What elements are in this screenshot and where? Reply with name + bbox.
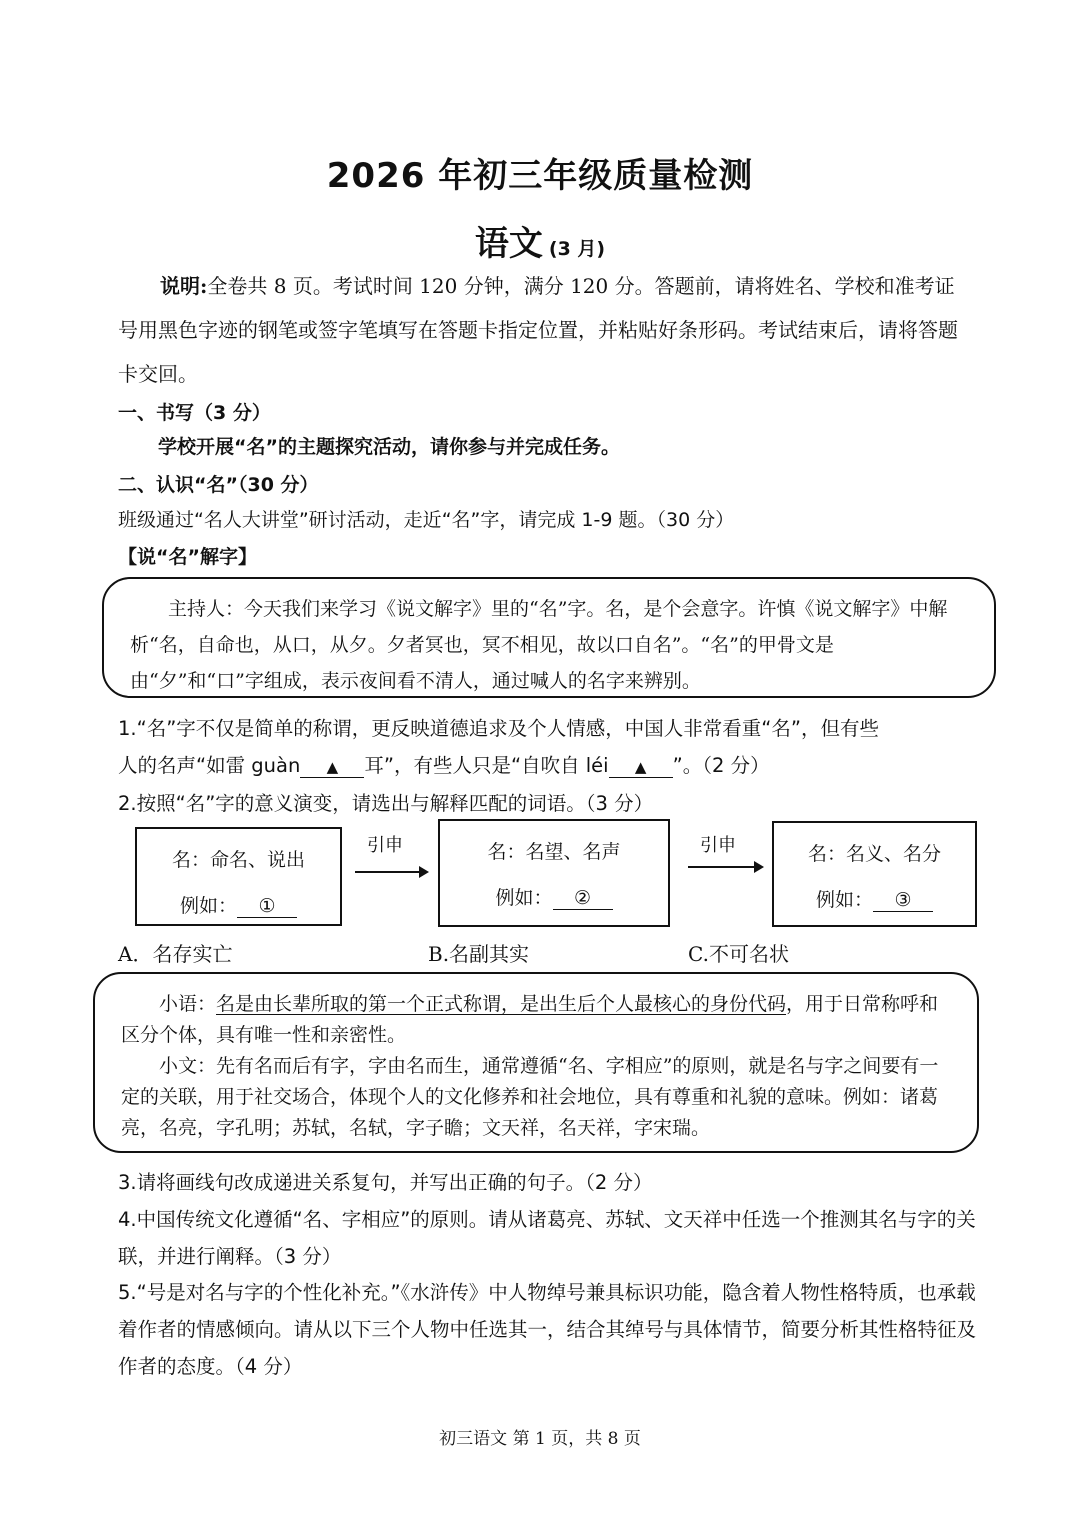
section2-intro: 班级通过“名人大讲堂”研讨活动，走近“名”字，请完成 1-9 题。（30 分） — [118, 509, 735, 531]
answer-slot-3[interactable]: ③ — [873, 889, 933, 912]
subject-title — [0, 216, 1080, 265]
answer-slot-2[interactable]: ② — [553, 887, 613, 910]
meaning-3: 名：名义、名分 — [807, 843, 941, 865]
example-3: 例如： ③ — [774, 885, 975, 912]
option-a[interactable]: A．名存实亡 — [118, 942, 233, 966]
host-text: 主持人：今天我们来学习《说文解字》里的“名”字。名，是个会意字。许慎《说文解字》中解析“名，自命也，从口，从夕。夕者冥也，冥不相见，故以口自名”。“名”的甲骨文是由“夕”和“口”字组成，表示夜间看不清人，通过喊人的名字来辨别。 — [130, 598, 948, 692]
option-b[interactable]: B.名副其实 — [428, 942, 530, 966]
answer-slot-1[interactable]: ① — [237, 895, 297, 918]
question-5: 5.“号是对名与字的个性化补充。”《水浒传》中人物绰号兼具标识功能，隐含着人物性格特质，也承载着作者的情感倾向。请从以下三个人物中任选其一，结合其绰号与具体情节，简要分析其性格特征及作者的态度。（4 分） — [118, 1281, 977, 1378]
q1-line2: 人的名声“如雷 guàn ▲ 耳”，有些人只是“自吹自 léi ▲ ”。（2 分） — [118, 754, 770, 777]
q1-line1: 1.“名”字不仅是简单的称谓，更反映道德追求及个人情感，中国人非常看重“名”，但有些 — [118, 717, 880, 740]
underlined-sentence: 名是由长辈所取的第一个正式称谓，是出生后个人最核心的身份代码 — [216, 993, 787, 1015]
q1-blank-2[interactable]: ▲ — [609, 756, 673, 778]
subject-month: (3 月) — [548, 238, 606, 260]
instructions — [118, 264, 973, 396]
meaning-box-2 — [438, 819, 670, 927]
xiaoyu-text: 小语：名是由长辈所取的第一个正式称谓，是出生后个人最核心的身份代码，用于日常称呼和区分个体，具有唯一性和亲密性。 — [121, 993, 939, 1046]
section2-heading: 二、认识“名”（30 分） — [118, 474, 319, 496]
section1-text: 学校开展“名”的主题探究活动，请你参与并完成任务。 — [158, 436, 620, 458]
arrow-2 — [688, 866, 762, 868]
meaning-1: 名：命名、说出 — [171, 849, 305, 871]
part-title: 【说“名”解字】 — [118, 546, 257, 568]
q1-blank-1[interactable]: ▲ — [300, 756, 364, 778]
section1-heading: 一、书写（3 分） — [118, 402, 271, 424]
meaning-2: 名：名望、名声 — [487, 841, 621, 863]
meaning-box-3 — [772, 821, 977, 927]
question-2: 2.按照“名”字的意义演变，请选出与解释匹配的词语。（3 分） — [118, 792, 654, 815]
host-box — [102, 577, 996, 698]
exam-title: 2026 年初三年级质量检测 — [326, 156, 754, 196]
example-1: 例如： ① — [137, 891, 340, 918]
question-3: 3.请将画线句改成递进关系复句，并写出正确的句子。（2 分） — [118, 1171, 653, 1194]
subject-name: 语文 — [474, 224, 543, 264]
page-footer: 初三语文 第 1 页，共 8 页 — [439, 1429, 641, 1449]
xiaowen-text: 小文：先有名而后有字，字由名而生，通常遵循“名、字相应”的原则，就是名与字之间要有一定的关联，用于社交场合，体现个人的文化修养和社会地位，具有尊重和礼貌的意味。例如：诸葛亮，名亮，字孔明；苏轼，名轼，字子瞻；文天祥，名天祥，字宋瑞。 — [121, 1055, 939, 1139]
example-2: 例如： ② — [440, 883, 668, 910]
question-4: 4.中国传统文化遵循“名、字相应”的原则。请从诸葛亮、苏轼、文天祥中任选一个推测其名与字的关联，并进行阐释。（3 分） — [118, 1208, 976, 1268]
instructions-label: 说明: — [160, 274, 208, 298]
arrow-label-1: 引申 — [367, 835, 403, 856]
option-c[interactable]: C.不可名状 — [688, 942, 789, 966]
arrow-1 — [355, 871, 427, 873]
question-1 — [118, 710, 978, 784]
arrow-label-2: 引申 — [700, 835, 736, 856]
meaning-box-1 — [135, 827, 342, 926]
instructions-text: 全卷共 8 页。考试时间 120 分钟，满分 120 分。答题前，请将姓名、学校和准考证号用黑色字迹的钢笔或签字笔填写在答题卡指定位置，并粘贴好条形码。考试结束后，请将答题卡交回。 — [118, 274, 958, 386]
dialog-box — [93, 972, 979, 1153]
